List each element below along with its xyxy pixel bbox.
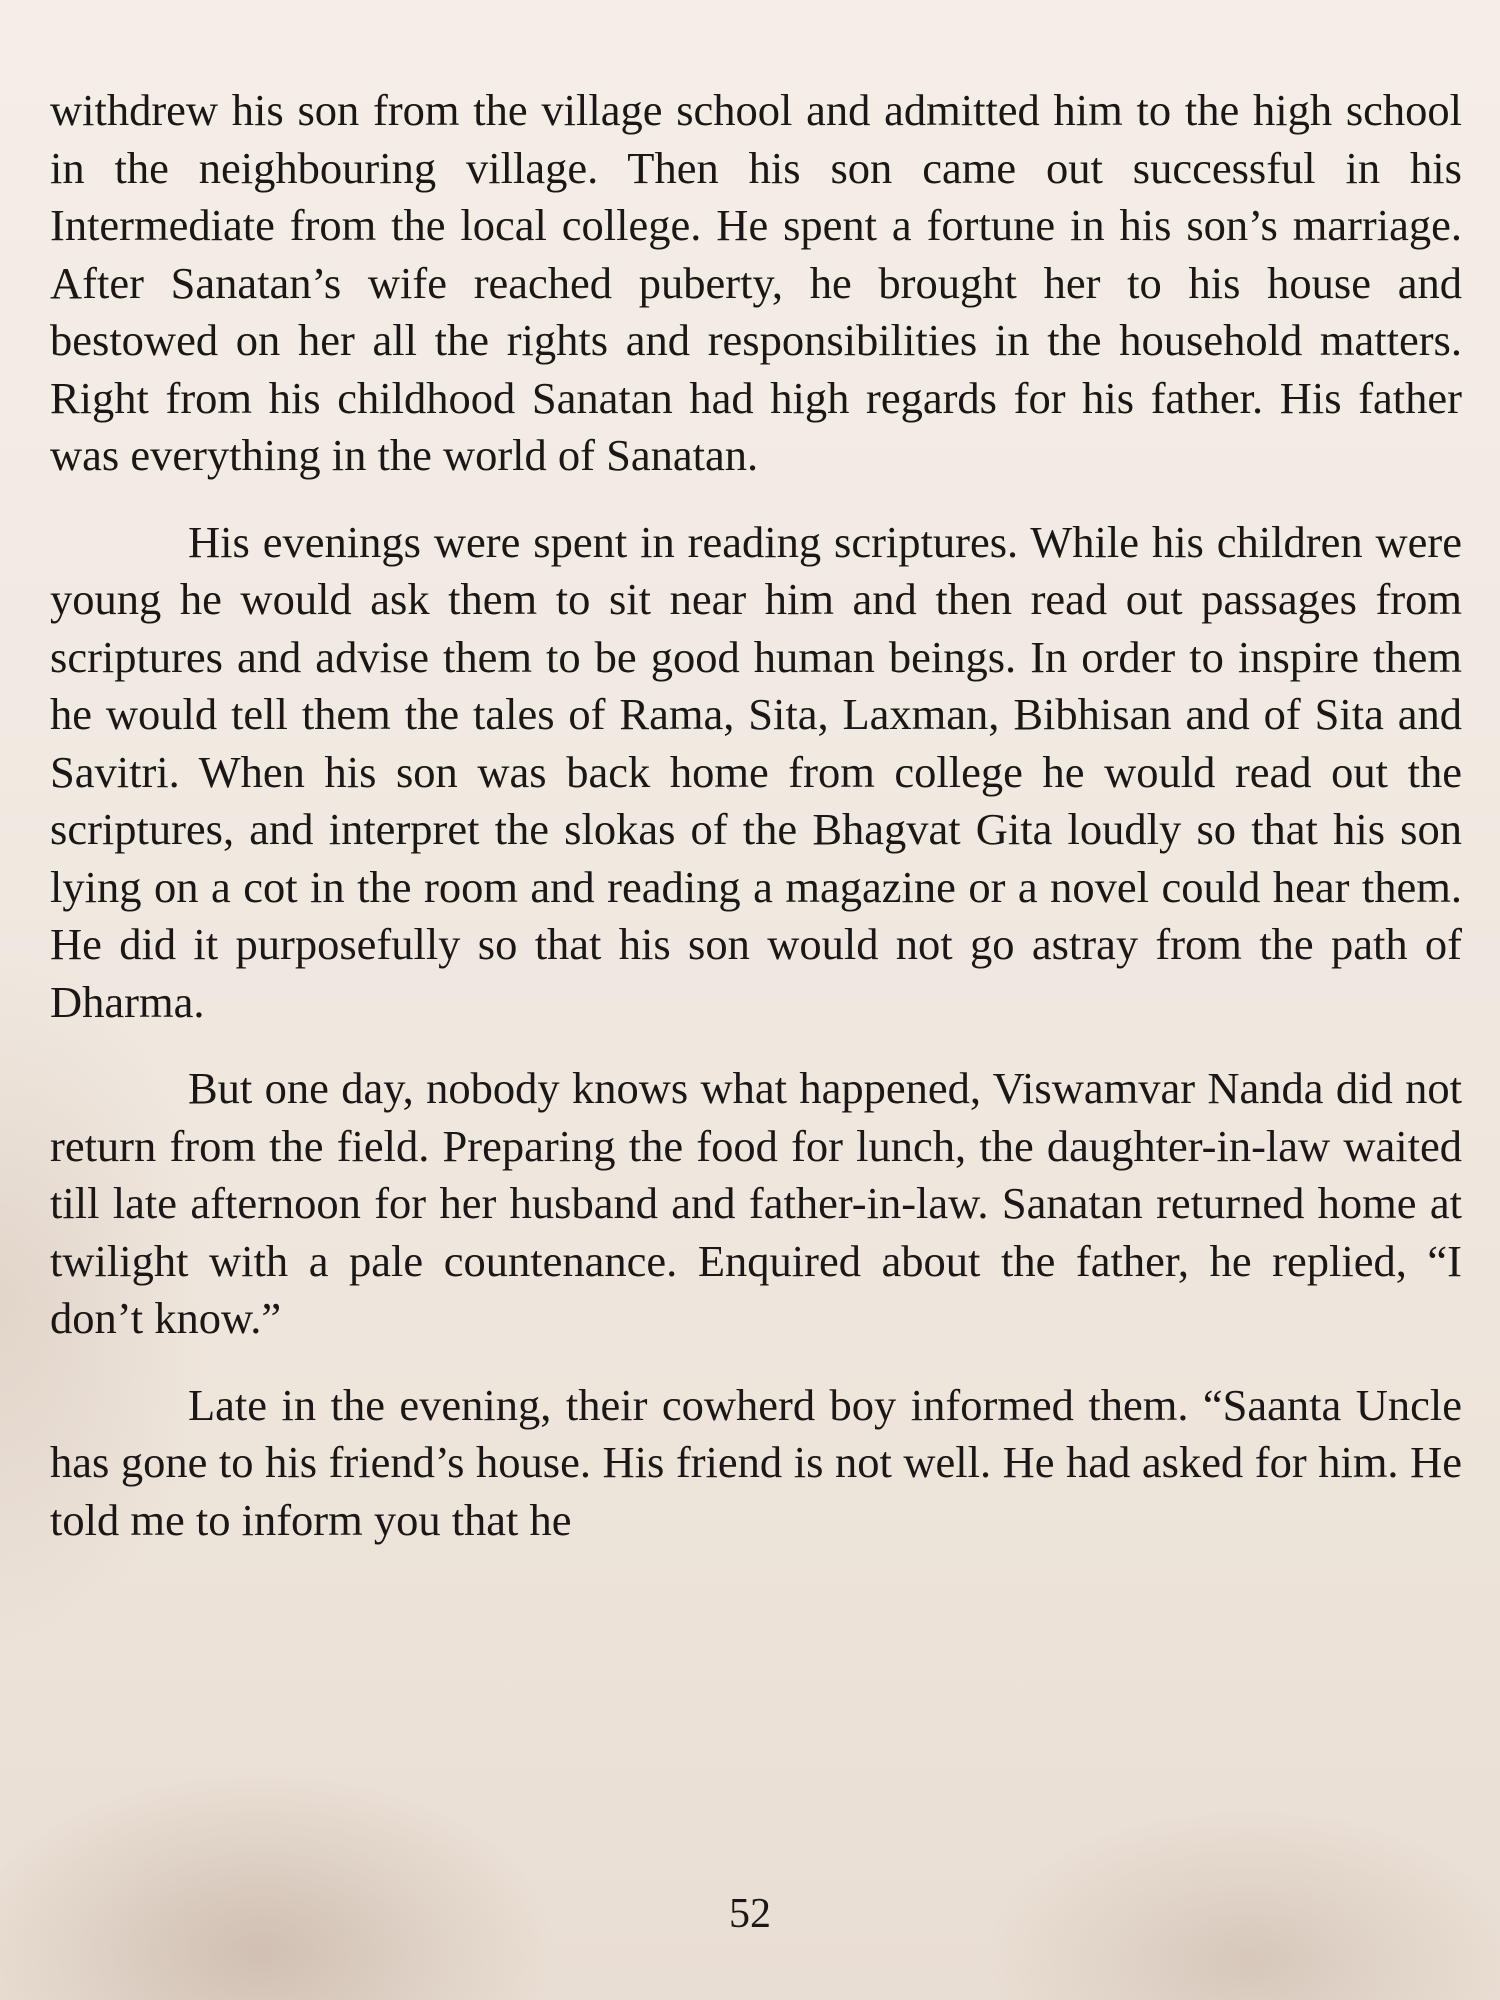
- paragraph-1: withdrew his son from the village school and admitted him to the high school in the neighbouring village. Then his son came out successful in his Intermediate from the local college. He spent a fortune in his son’s marriage. After Sanatan’s wife reached puberty, he brought her to his house and bestowed on her all the rights and responsibilities in the household matters. Right from his childhood Sanatan had high regards for his father. His father was everything in the world of Sanatan.: [50, 85, 1462, 480]
- paragraph-4: Late in the evening, their cowherd boy informed them. “Saanta Uncle has gone to his friend’s house. His friend is not well. He had asked for him. He told me to inform you that he: [50, 1379, 1462, 1545]
- paragraph-2: His evenings were spent in reading scriptures. While his children were young he would ask them to sit near him and then read out passages from scriptures and advise them to be good human beings. In order to inspire them he would tell them the tales of Rama, Sita, Laxman, Bibhisan and of Sita and Savitri. When his son was back home from college he would read out the scriptures, and interpret the slokas of the Bhagvat Gita loudly so that his son lying on a cot in the room and reading a magazine or a novel could hear them. He did it purposefully so that his son would not go astray from the path of Dharma.: [50, 516, 1462, 1027]
- body-text: [50, 82, 1462, 1549]
- paragraph-3: But one day, nobody knows what happened, Viswamvar Nanda did not return from the field. Preparing the food for lunch, the daughter-in-law waited till late afternoon for her husband and father-in-law. Sanatan returned home at twilight with a pale countenance. Enquired about the father, he replied, “I don’t know.”: [50, 1063, 1462, 1343]
- page-number: 52: [729, 1891, 771, 1937]
